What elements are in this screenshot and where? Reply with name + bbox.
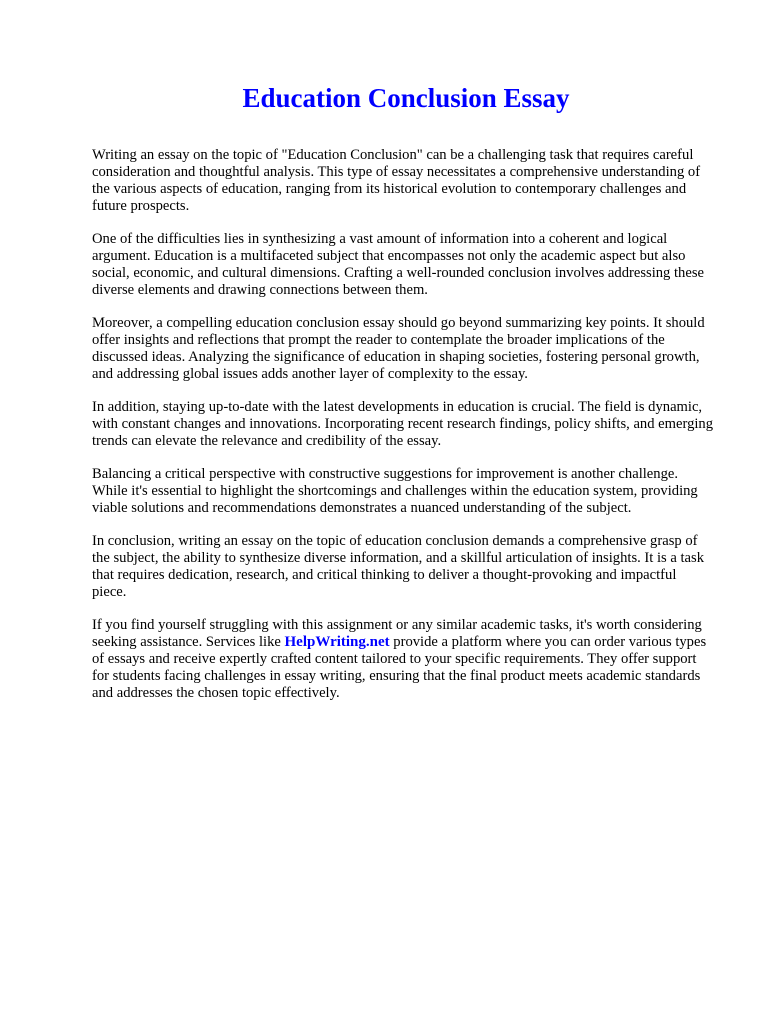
paragraph-7-before-link: If you find yourself struggling with this assignment or any similar academic tasks, it's worth considering seeking assistance. Services like <box>92 617 702 650</box>
essay-body <box>92 147 714 718</box>
paragraph-2: One of the difficulties lies in synthesizing a vast amount of information into a coherent and logical argument. Education is a multifaceted subject that encompasses not only the academic aspect but also social, economic, and cultural dimensions. Crafting a well-rounded conclusion involves addressing these diverse elements and drawing connections between them. <box>92 231 704 298</box>
page-title: Education Conclusion Essay <box>242 83 570 113</box>
paragraph-6: In conclusion, writing an essay on the topic of education conclusion demands a comprehensive grasp of the subject, the ability to synthesize diverse information, and a skillful articulation of insights. It is a task that requires dedication, research, and critical thinking to deliver a thought-provoking and impactful piece. <box>92 533 704 600</box>
paragraph-4: In addition, staying up-to-date with the latest developments in education is crucial. The field is dynamic, with constant changes and innovations. Incorporating recent research findings, policy shifts, and emerging trends can elevate the relevance and credibility of the essay. <box>92 399 714 449</box>
paragraph-7 <box>92 617 714 702</box>
paragraph-1: Writing an essay on the topic of "Education Conclusion" can be a challenging task that requires careful consideration and thoughtful analysis. This type of essay necessitates a comprehensive understanding of the various aspects of education, ranging from its historical evolution to contemporary challenges and future prospects. <box>92 147 701 214</box>
paragraph-5: Balancing a critical perspective with constructive suggestions for improvement is another challenge. While it's essential to highlight the shortcomings and challenges within the education system, providing viable solutions and recommendations demonstrates a nuanced understanding of the subject. <box>92 466 698 516</box>
paragraph-7-after-link: provide a platform where you can order various types of essays and receive expertly crafted content tailored to your specific requirements. They offer support for students facing challenges in essay writing, ensuring that the final product meets academic standards and addresses the chosen topic effectively. <box>92 634 707 701</box>
helpwriting-link[interactable]: HelpWriting.net <box>284 634 390 650</box>
paragraph-3: Moreover, a compelling education conclusion essay should go beyond summarizing key points. It should offer insights and reflections that prompt the reader to contemplate the broader implications of the discussed ideas. Analyzing the significance of education in shaping societies, fostering personal growth, and addressing global issues adds another layer of complexity to the essay. <box>92 315 705 382</box>
